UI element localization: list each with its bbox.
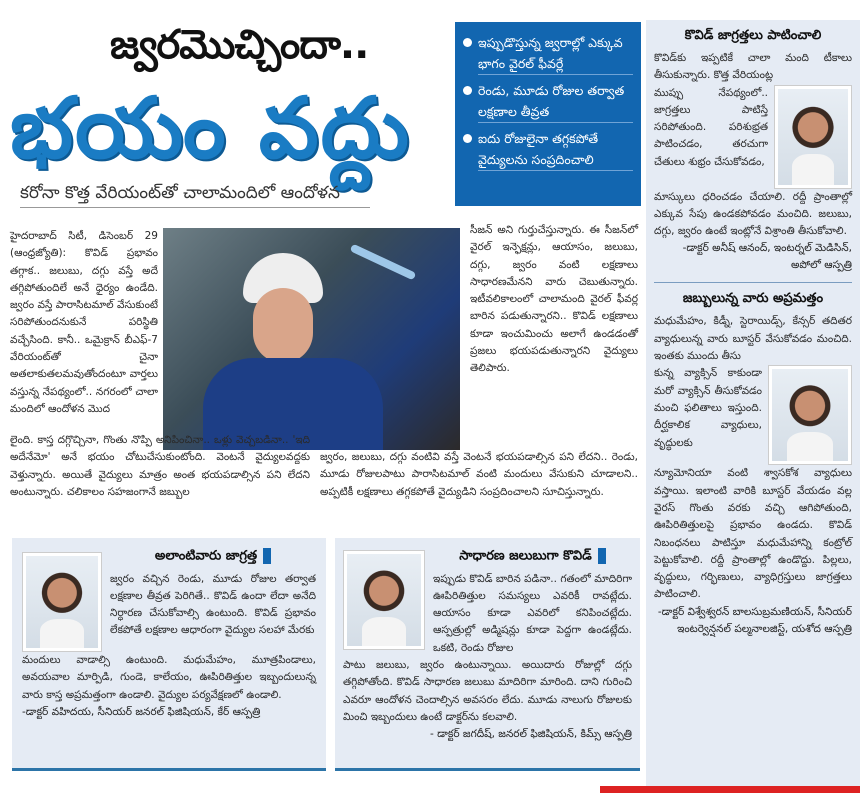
headline-kicker: జ్వరమొచ్చిందా.. bbox=[110, 22, 369, 68]
side-panel bbox=[646, 20, 860, 788]
doctor-signature: -డాక్టర్ వహిదయ, సీనియర్ జనరల్ ఫిజిషియన్, కేర్ ఆస్పత్రి bbox=[22, 705, 261, 718]
bullet-icon bbox=[463, 134, 472, 143]
highlights-box bbox=[455, 22, 641, 206]
accent-marker bbox=[263, 548, 271, 564]
box-title: జబ్బులున్న వారు అప్రమత్తం bbox=[682, 291, 824, 307]
headline-title: భయం వద్దు bbox=[10, 79, 411, 177]
subtitle-divider bbox=[20, 207, 370, 208]
box-text: జ్వరం వచ్చిన రెండు, మూడు రోజుల తర్వాత లక్షణాల తీవ్రత పెరిగితే.. కొవిడ్ ఉందా లేదా అనేది నిర్ధారణ చేసుకోవాల్సి ఉంటుంది. కొవిడ్ ప్రభావం లేకపోతే లక్షణాల ఆధారంగా వైద్యుల సలహా మేరకు bbox=[110, 572, 316, 637]
highlight-item bbox=[463, 32, 633, 75]
bottom-box-caution bbox=[12, 538, 326, 771]
box-text: పాటు జలుబు, జ్వరం ఉంటున్నాయి. అయిదారు రోజుల్లో దగ్గు తగ్గిపోతోంది. కొవిడ్ సాధారణ జలుబు మాదిరిగా మారింది. దాని గురించి ఎవరూ ఆందోళన చెందాల్సిన అవసరం లేదు. మూడు నాలుగు రోజులకు మించి ఇబ్బందులు ఉంటే డాక్టర్‌ను కలవాలి. bbox=[343, 658, 632, 723]
highlight-text: ఐదు రోజులైనా తగ్గకపోతే వైద్యులను సంప్రదించాలి bbox=[478, 128, 633, 171]
box-text: ఇప్పుడు కొవిడ్ బారిన పడినా.. గతంలో మాదిరిగా ఊపిరితిత్తుల సమస్యలు ఎవరికీ రావట్లేదు. ఆయాసం కూడా ఎవరిలో కనిపించట్లేదు. ఆస్పత్రుల్లో అడ్మిషన్లు కూడా పెద్దగా ఉండట్లేదు. ఒకటి, రెండు రోజుల bbox=[433, 572, 632, 654]
doctor-photo bbox=[774, 85, 852, 189]
highlight-text: రెండు, మూడు రోజుల తర్వాత లక్షణాల తీవ్రత bbox=[478, 80, 633, 123]
article-bottom-right: జ్వరం, జలుబు, దగ్గు వంటివి వస్తే వెంటనే భయపడాల్సిన పని లేదని.. రెండు, మూడు రోజులపాటు పారాసిటమాల్ వంటి మందులు వేసుకుని చూడాలని.. అప్పటికీ లక్షణాలు తగ్గకపోతే వైద్యుడిని సంప్రదించాలని సూచిస్తున్నారు. bbox=[320, 451, 638, 498]
bullet-icon bbox=[463, 38, 472, 47]
doctor-photo bbox=[22, 552, 102, 652]
bullet-icon bbox=[463, 86, 472, 95]
box-title bbox=[433, 544, 632, 571]
box-text: మాస్కులు ధరించడం చేయాలి. రద్దీ ప్రాంతాల్లో ఎక్కువ సేపు ఉండకపోవడం మంచిది. జలుబు, దగ్గు, జ్వరం ఉంటే ఇంట్లోనే విశ్రాంతి తీసుకోవాలి. bbox=[654, 190, 852, 238]
box-text: ముప్పు నేపథ్యంలో.. జాగ్రత్తలు పాటిస్తే సరిపోతుంది. పరిశుభ్రత పాటించడం, తరచుగా చేతులు శుభ్రం చేసుకోవడం, bbox=[654, 86, 768, 168]
box-title: కొవిడ్ జాగ్రత్తలు పాటించాలి bbox=[684, 28, 822, 43]
box-text: కొవిడ్‌కు ఇప్పటికే చాలా మంది టీకాలు తీసుకున్నారు. కొత్త వేరియంట్ల bbox=[654, 52, 852, 82]
doctor-signature: -డాక్టర్ అనీష్ ఆనంద్, ఇంటర్నల్ మెడిసిన్, అపోలో ఆస్పత్రి bbox=[682, 242, 852, 272]
face-shape bbox=[253, 288, 313, 363]
red-footer-bar bbox=[600, 786, 860, 793]
accent-marker bbox=[598, 548, 606, 564]
box-title bbox=[110, 544, 316, 571]
headline-subtitle: కరోనా కొత్త వేరియంట్‌తో చాలామందిలో ఆందోళన bbox=[20, 183, 340, 203]
box-text: మందులు వాడాల్సి ఉంటుంది. మధుమేహం, మూత్రపిండాలు, అవయవాల మార్పిడి, గుండె, కాలేయం, ఊపిరితిత్తుల ఇబ్బందులున్న వారు కాస్త అప్రమత్తంగా ఉండాలి. వైద్యుల పర్యవేక్షణలో ఉండాలి. bbox=[22, 654, 316, 701]
article-col-left: హైదరాబాద్ సిటీ, డిసెంబర్ 29 (ఆంధ్రజ్యోతి): కొవిడ్ ప్రభావం తగ్గాక.. జలుబు, దగ్గు వస్తే అదే తగ్గిపోతుందిలే అనే ధైర్యం ఉండేది. జ్వరం వస్తే పారాసిటమాల్ వేసుకుంటే సరిపోతుందనుకునే పరిస్థితి వచ్చేసింది. కానీ.. ఒమైక్రాన్ బీఎఫ్-7 వేరియంట్‌తో చైనా అతలాకుతలమవుతోందంటూ వార్తలు వస్తున్న నేపథ్యంలో.. నగరంలో చాలా మందిలో ఆందోళన మొద bbox=[10, 230, 158, 415]
highlight-item bbox=[463, 80, 633, 123]
doctor-signature: -డాక్టర్ విశ్వేశ్వరన్ బాలసుబ్రమణియన్, సీనియర్ ఇంటర్వెన్షనల్ పల్మనాలజిస్ట్, యశోద ఆస్పత్రి bbox=[657, 605, 852, 635]
bottom-box-common-cold bbox=[335, 538, 640, 771]
article-col-right: సీజన్ అని గుర్తుచేస్తున్నారు. ఈ సీజన్‌లో వైరల్ ఇన్ఫెక్షన్లు, ఆయాసం, జలుబు, దగ్గు, జ్వరం వంటి లక్షణాలు సాధారణమేనని వారు చెబుతున్నారు. ఇటీవలికాలంలో చాలామంది వైరల్ ఫీవర్ల బారిన పడుతున్నారని.. కొవిడ్ లక్షణాలు కూడా ఇంచుమించు అలాగే ఉండడంతో ప్రజలు భయపడుతున్నారని వైద్యులు తెలిపారు. bbox=[470, 224, 638, 375]
side-box-chronic-patients bbox=[646, 287, 860, 637]
highlight-item bbox=[463, 128, 633, 171]
highlight-text: ఇప్పుడొస్తున్న జ్వరాల్లో ఎక్కువ భాగం వైరల్ ఫీవర్లే bbox=[478, 32, 633, 75]
doctor-photo bbox=[343, 550, 425, 650]
box-title-text: అలాంటివారు జాగ్రత్త bbox=[154, 548, 258, 564]
box-text: న్యూమోనియా వంటి శ్వాసకోశ వ్యాధులు వస్తాయి. ఇలాంటి వారికి బూస్టర్ వేయడం వల్ల వైరస్ గొంతు వరకు వచ్చి ఆగిపోతుంది, ఊపిరితిత్తులపై ప్రభావం ఉండదు. కొవిడ్ నిబంధనలు పాటిస్తూ మధుమేహాన్ని కంట్రోల్ పెట్టుకోవాలి. రద్దీ ప్రాంతాల్లో ఉండొద్దు. పిల్లలు, వృద్ధులు, గర్భిణులు, వ్యాధిగ్రస్తులు జాగ్రత్తలు పాటించాలి. bbox=[654, 467, 852, 601]
box-title-text: సాధారణ జలుబుగా కొవిడ్ bbox=[459, 548, 592, 564]
article-bottom-left: లైంది. కాస్త దగ్గొచ్చినా, గొంతు నొప్పి అనిపించినా.. ఒళ్లు వెచ్చబడినా.. 'ఇది అదేనేమో' అనే భయం చోటుచేసుకుంటోంది. వెంటనే వైద్యులవద్దకు వెళ్తున్నారు. అయితే వైద్యులు మాత్రం అంత భయపడాల్సిన పని లేదని అంటున్నారు. చలికాలం సహజంగానే జబ్బుల bbox=[10, 434, 310, 498]
thermometer-icon bbox=[350, 244, 417, 281]
box-text: మధుమేహం, కిడ్నీ, స్టెరాయిడ్స్, కేన్సర్ తదితర వ్యాధులున్న వారు బూస్టర్ వేసుకోవడం మంచిది. ఇంతకు ముందు తీసు bbox=[654, 315, 852, 363]
box-text: కున్న వ్యాక్సిన్ కాకుండా మరో వ్యాక్సిన్ తీసుకోవడం మంచి ఫలితాలు ఇస్తుంది. దీర్ఘకాలిక వ్యాధులు, వృద్ధులకు bbox=[654, 367, 762, 449]
doctor-signature: - డాక్టర్ జగదీష్, జనరల్ ఫిజిషియన్, కిమ్స్ ఆస్పత్రి bbox=[429, 728, 632, 741]
side-box-covid-precautions bbox=[646, 20, 860, 287]
article-photo-woman-with-thermometer bbox=[163, 228, 460, 450]
doctor-photo bbox=[768, 365, 852, 465]
